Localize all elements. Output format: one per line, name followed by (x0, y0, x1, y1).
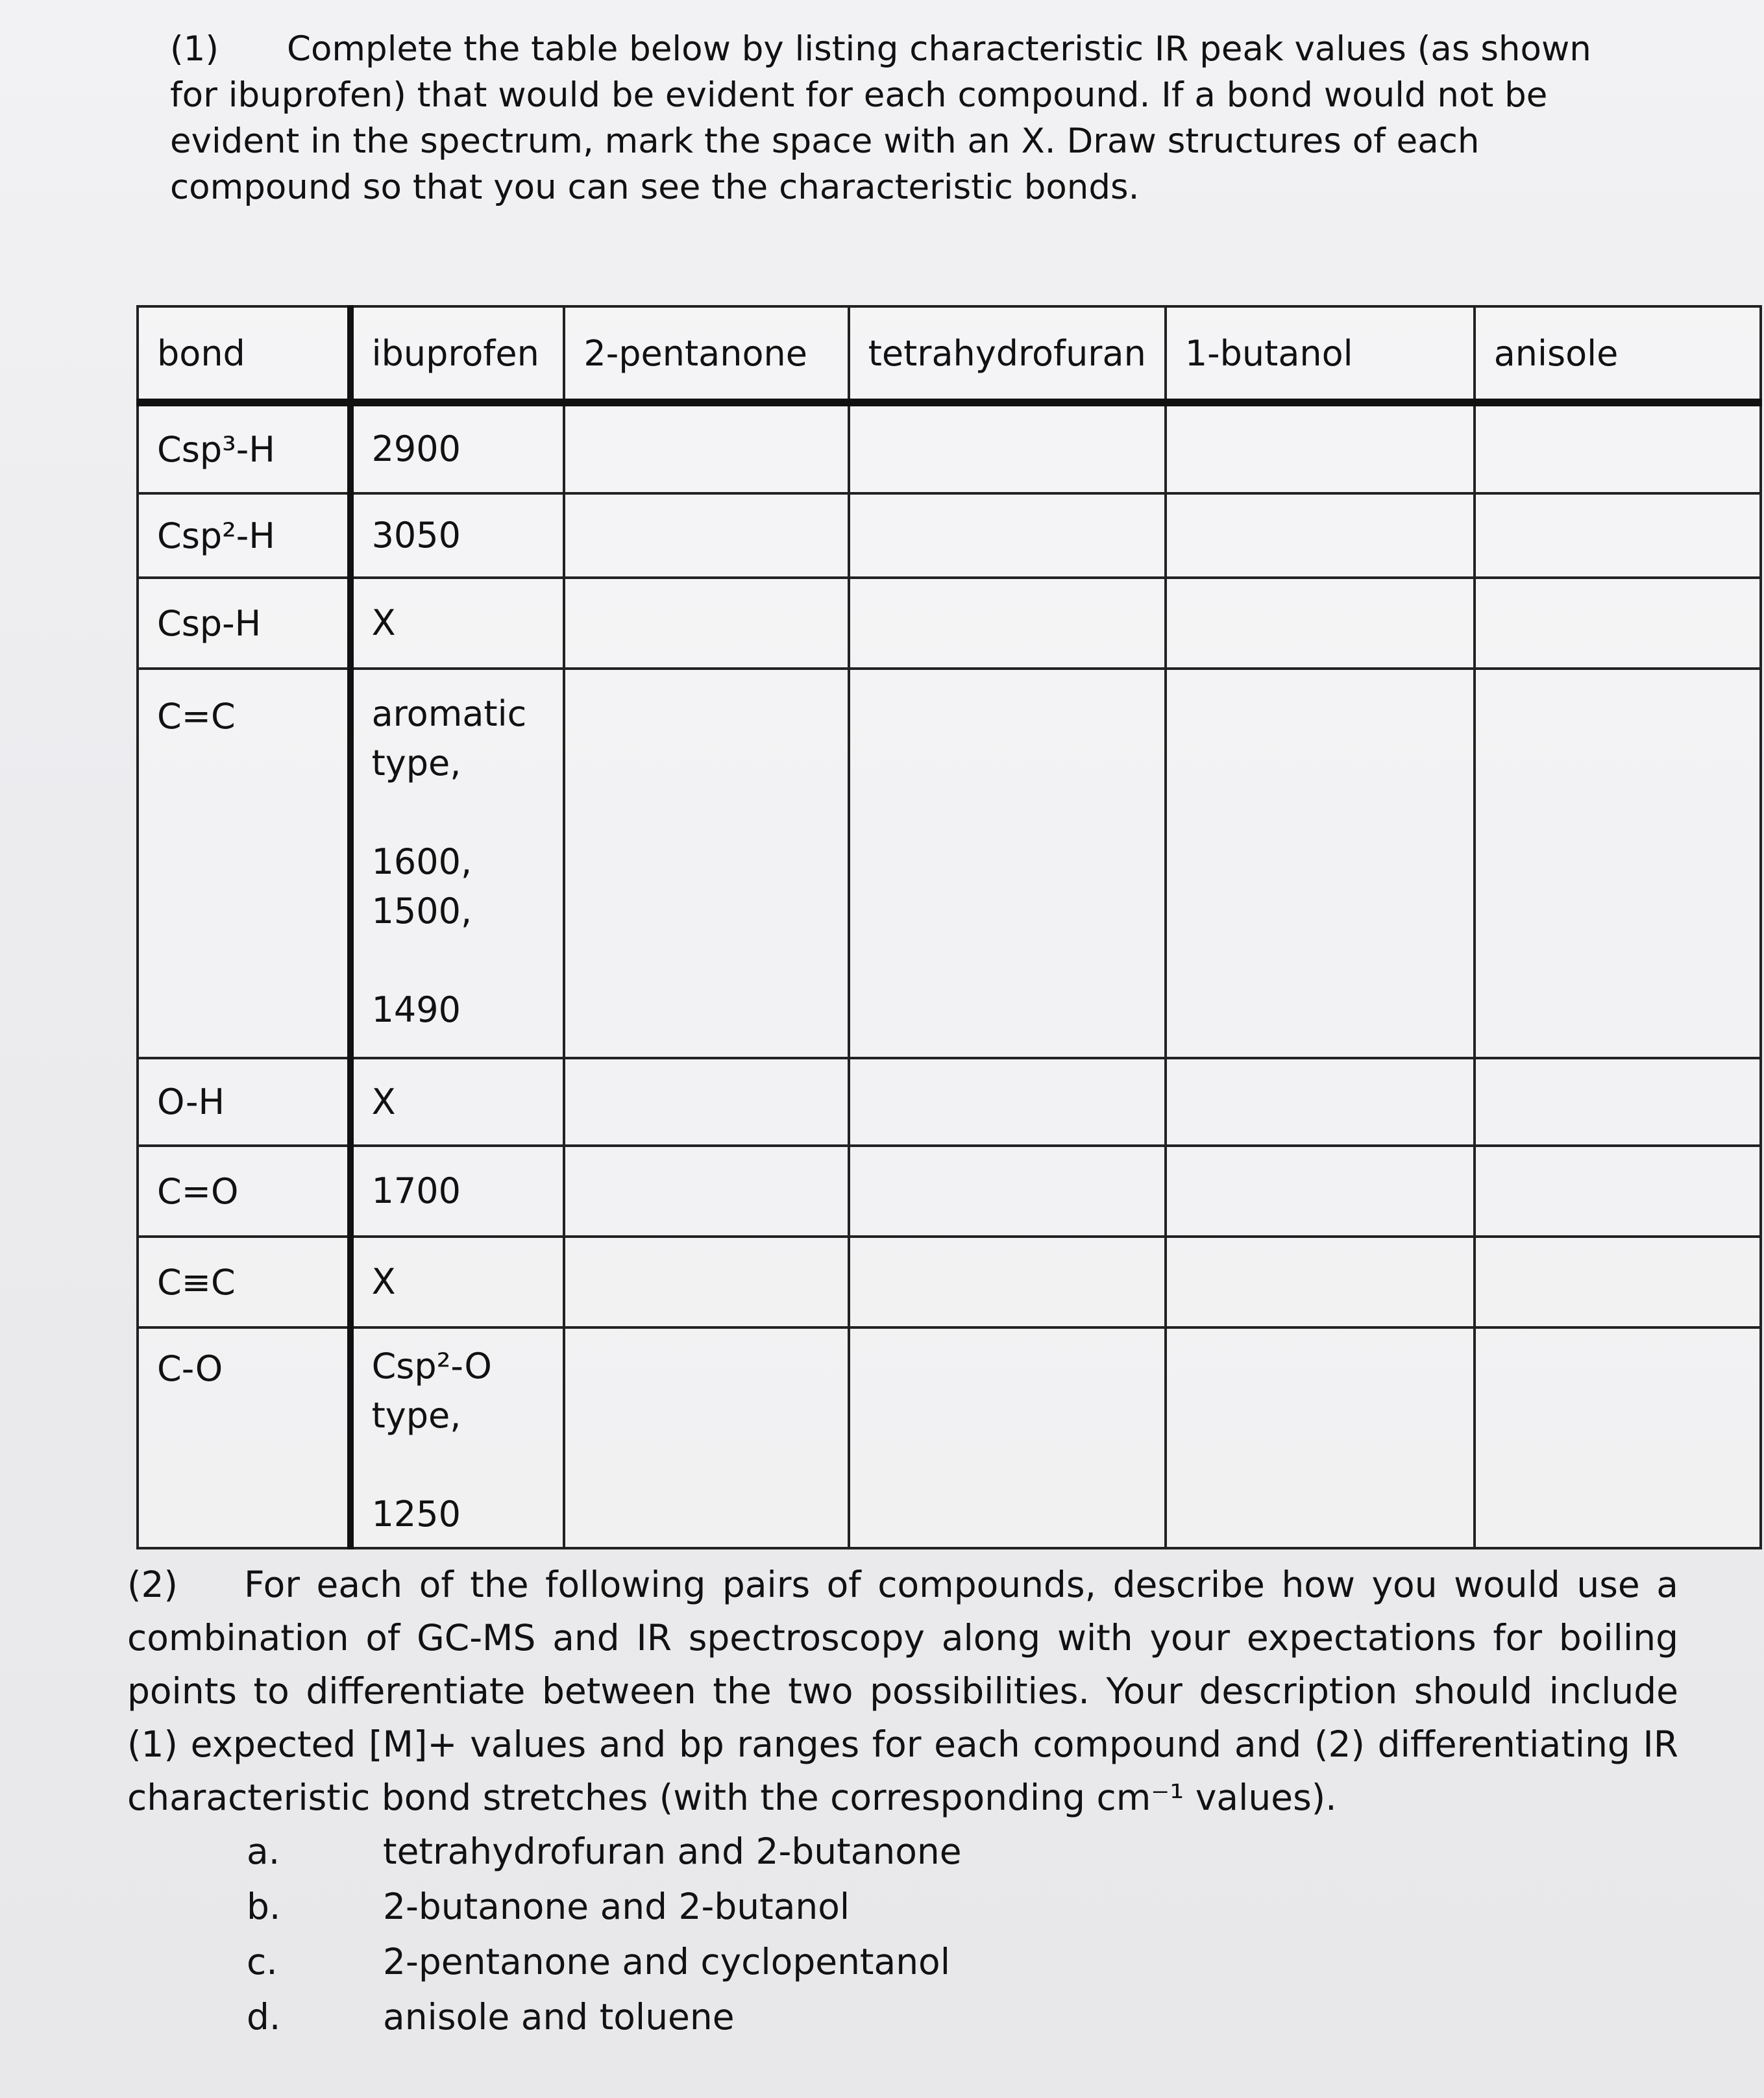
bond-cell: C-O (138, 1327, 350, 1548)
bond-cell: C=C (138, 669, 350, 1058)
answer-cell[interactable] (849, 1327, 1166, 1548)
list-item (247, 1824, 962, 1879)
answer-cell[interactable] (849, 1237, 1166, 1327)
bond-cell: Csp³-H (138, 402, 350, 493)
ibuprofen-cell (350, 402, 565, 493)
answer-cell[interactable] (1166, 1237, 1475, 1327)
answer-cell[interactable] (564, 493, 848, 578)
header-tetrahydrofuran: tetrahydrofuran (849, 306, 1166, 402)
value-line: aromatic (371, 693, 527, 734)
answer-cell[interactable] (849, 669, 1166, 1058)
answer-cell[interactable] (1166, 1146, 1475, 1237)
bond-cell: C≡C (138, 1237, 350, 1327)
answer-cell[interactable] (1475, 402, 1761, 493)
ibuprofen-cell (350, 669, 565, 1058)
table-row (138, 1237, 1761, 1327)
answer-cell[interactable] (564, 402, 848, 493)
value-line: 1500, (371, 891, 472, 932)
table-row (138, 493, 1761, 578)
answer-cell[interactable] (1475, 1327, 1761, 1548)
header-2-pentanone: 2-pentanone (564, 306, 848, 402)
ibuprofen-cell (350, 1237, 565, 1327)
question-2-list (247, 1824, 962, 2045)
value-gap (372, 1440, 545, 1490)
question-1-number: (1) (170, 29, 219, 69)
ibuprofen-cell (350, 578, 565, 669)
answer-cell[interactable] (849, 578, 1166, 669)
answer-cell[interactable] (849, 493, 1166, 578)
answer-cell[interactable] (1475, 1058, 1761, 1146)
ibuprofen-cell (350, 493, 565, 578)
value-line: 3050 (371, 515, 461, 556)
header-anisole: anisole (1475, 306, 1761, 402)
item-letter: a. (247, 1831, 280, 1872)
answer-cell[interactable] (1166, 669, 1475, 1058)
ir-peak-table (136, 305, 1762, 1549)
value-line: 1700 (371, 1170, 461, 1211)
table-header-row (138, 306, 1761, 402)
ibuprofen-cell (350, 1146, 565, 1237)
table-row (138, 578, 1761, 669)
item-text: 2-pentanone and cyclopentanol (383, 1941, 950, 1982)
answer-cell[interactable] (564, 1327, 848, 1548)
answer-cell[interactable] (564, 1237, 848, 1327)
value-line: Csp²-O (371, 1346, 492, 1387)
table-row (138, 669, 1761, 1058)
question-1 (170, 26, 1624, 210)
table-row (138, 1327, 1761, 1548)
table-row (138, 402, 1761, 493)
header-1-butanol: 1-butanol (1166, 306, 1475, 402)
item-text: anisole and toluene (383, 1996, 735, 2038)
value-line: 1600, (371, 841, 472, 882)
list-item (247, 1934, 962, 1990)
item-letter: d. (247, 1996, 281, 2038)
answer-cell[interactable] (564, 1146, 848, 1237)
value-line: type, (371, 1395, 461, 1436)
list-item (247, 1990, 962, 2045)
answer-cell[interactable] (849, 1146, 1166, 1237)
answer-cell[interactable] (564, 669, 848, 1058)
item-letter: b. (247, 1886, 281, 1927)
answer-cell[interactable] (1475, 1237, 1761, 1327)
bond-cell: Csp²-H (138, 493, 350, 578)
header-bond: bond (138, 306, 350, 402)
bond-cell: Csp-H (138, 578, 350, 669)
header-ibuprofen: ibuprofen (350, 306, 565, 402)
table-row (138, 1146, 1761, 1237)
answer-cell[interactable] (564, 1058, 848, 1146)
ibuprofen-cell (350, 1058, 565, 1146)
value-line: 1490 (371, 989, 461, 1030)
value-line: X (371, 1081, 396, 1122)
answer-cell[interactable] (849, 402, 1166, 493)
value-line: 2900 (371, 428, 461, 469)
ibuprofen-cell (350, 1327, 565, 1548)
value-line: 1250 (371, 1494, 461, 1535)
answer-cell[interactable] (1475, 493, 1761, 578)
value-line: X (371, 602, 396, 643)
answer-cell[interactable] (1475, 1146, 1761, 1237)
value-gap (372, 788, 545, 837)
answer-cell[interactable] (1166, 1327, 1475, 1548)
answer-cell[interactable] (849, 1058, 1166, 1146)
answer-cell[interactable] (1475, 578, 1761, 669)
value-gap (372, 936, 545, 985)
answer-cell[interactable] (1166, 1058, 1475, 1146)
answer-cell[interactable] (1166, 578, 1475, 669)
value-line: type, (371, 743, 461, 784)
value-line: X (371, 1261, 396, 1302)
question-2 (127, 1558, 1678, 1824)
answer-cell[interactable] (1166, 493, 1475, 578)
list-item (247, 1879, 962, 1934)
bond-cell: O-H (138, 1058, 350, 1146)
item-text: 2-butanone and 2-butanol (383, 1886, 850, 1927)
answer-cell[interactable] (1166, 402, 1475, 493)
question-2-text: For each of the following pairs of compounds, describe how you would use a combination of GC-MS and IR spectroscopy along with your expectations for boiling points to differentiate between the two possibilities. Your description should include (1) expected [M]+ values and bp ranges for each compound and (2) differentiating IR characteristic bond stretches (with the corresponding cm⁻¹ values). (127, 1564, 1678, 1818)
answer-cell[interactable] (1475, 669, 1761, 1058)
item-text: tetrahydrofuran and 2-butanone (383, 1831, 962, 1872)
question-2-number: (2) (127, 1564, 178, 1605)
bond-cell: C=O (138, 1146, 350, 1237)
question-1-text: Complete the table below by listing characteristic IR peak values (as shown for ibuprofen) that would be evident for each compound. If a bond would not be evident in the spectrum, mark the space with an X. Draw structures of each compound so that you can see the characteristic bonds. (170, 29, 1591, 207)
answer-cell[interactable] (564, 578, 848, 669)
table-row (138, 1058, 1761, 1146)
item-letter: c. (247, 1941, 278, 1982)
